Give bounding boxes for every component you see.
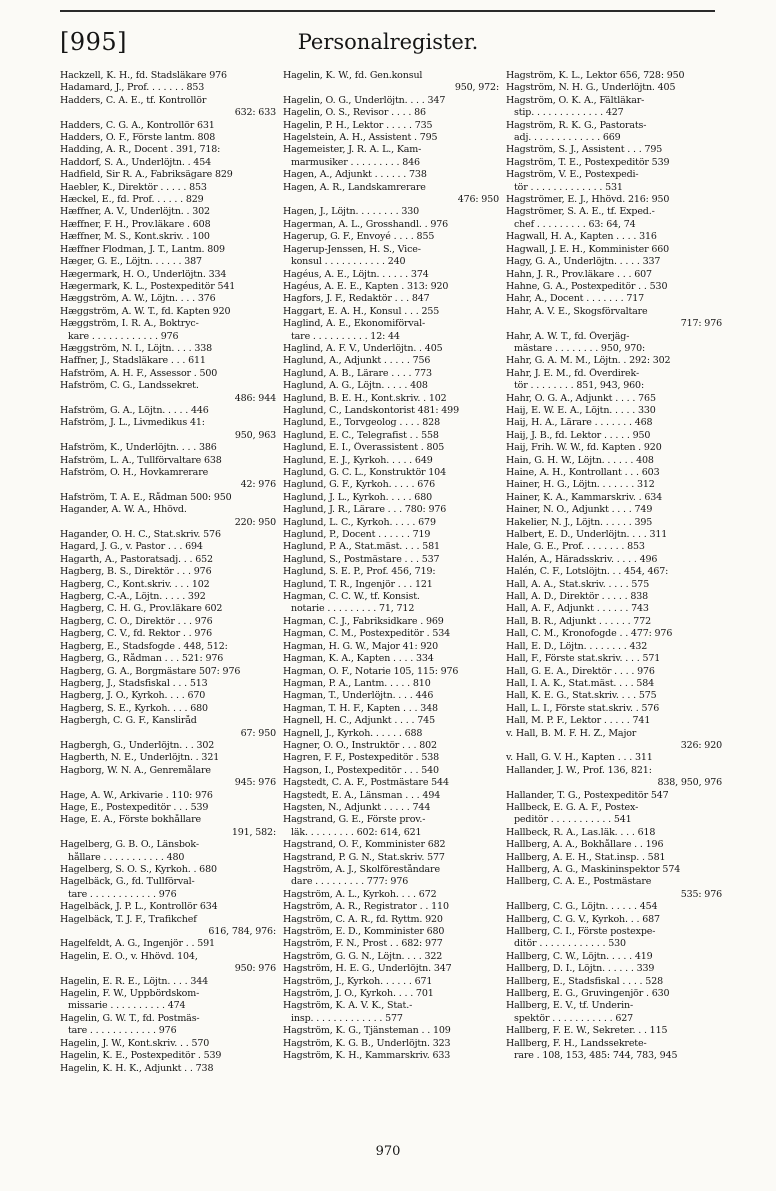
register-entry: Hafström, K., Underlöjtn. . . . 386	[60, 442, 217, 454]
register-entry: Hadders, C. G. A., Kontrollör 631	[60, 119, 215, 131]
register-entry: Hagström, J., Kyrkoh. . . . . . 671	[283, 975, 433, 987]
register-entry: Hall, E. D., Löjtn. . . . . . . . 432	[506, 640, 648, 652]
register-entry: Hæckel, E., fd. Prof. . . . . . 829	[60, 194, 204, 206]
register-entry: Haij, Frih. W. W., fd. Kapten . 920	[506, 442, 662, 454]
register-entry: Hagman, T. H. F., Kapten . . . 348	[283, 702, 438, 714]
register-entry: Haglund, B. E. H., Kont.skriv. . 102	[283, 392, 447, 404]
register-entry: Hagelbäck, J. P. L., Kontrollör 634	[60, 901, 218, 913]
register-entry: Hallberg, A. E. H., Stat.insp. . 581	[506, 851, 666, 863]
register-entry: Hæffner Flodman, J. T., Lantm. 809	[60, 243, 225, 255]
entry-continuation: 326: 920	[680, 739, 722, 751]
register-entry: Haglund, L. C., Kyrkoh. . . . . 679	[283, 516, 436, 528]
register-entry: Hadfield, Sir R. A., Fabriksägare 829	[60, 169, 233, 181]
register-entry: Hallberg, C. W., Löjtn. . . . . 419	[506, 950, 653, 962]
register-entry: adj. . . . . . . . . . . . . 669	[514, 132, 621, 144]
register-entry: Hagströmer, S. A. E., tf. Exped.-	[506, 206, 655, 218]
register-entry: Hagren, F. F., Postexpeditör . 538	[283, 752, 440, 764]
register-entry: Hagström, N. H. G., Underlöjtn. 405	[506, 82, 676, 94]
register-entry: Hall, K. E. G., Stat.skriv. . . . 575	[506, 690, 657, 702]
register-entry: Hallberg, C. G. V., Kyrkoh. . . 687	[506, 913, 660, 925]
register-entry: Hagstrand, O. F., Komminister 682	[283, 839, 446, 851]
header-page-number: [995]	[60, 28, 128, 56]
entry-continuation: 632: 633	[234, 107, 276, 119]
register-entry: Hahr, O. G. A., Adjunkt . . . . 765	[506, 392, 656, 404]
register-entry: Hagberg, C. H. G., Prov.läkare 602	[60, 603, 223, 615]
register-entry: Hall, A. F., Adjunkt . . . . . . 743	[506, 603, 649, 615]
register-entry: konsul . . . . . . . . . . . 240	[291, 256, 406, 268]
register-entry: Haglund, A. B., Lärare . . . . 773	[283, 367, 432, 379]
register-entry: Hagborg, W. N. A., Genremålare	[60, 764, 211, 776]
entry-continuation: 945: 976	[234, 777, 276, 789]
register-entry: Hagy, G. A., Underlöjtn. . . . . 337	[506, 256, 661, 268]
register-entry: Hahr, A. V. E., Skogsförvaltare	[506, 305, 648, 317]
register-entry: Hagström, H. E. G., Underlöjtn. 347	[283, 963, 452, 975]
register-entry: Haij, H. A., Lärare . . . . . . . 468	[506, 417, 653, 429]
register-entry: Hagstrand, P. G. N., Stat.skriv. 577	[283, 851, 445, 863]
register-entry: Hagelin, E. O., v. Hhövd. 104,	[60, 950, 198, 962]
register-entry: Hagström, J. O., Kyrkoh. . . . 701	[283, 988, 434, 1000]
register-entry: Hadding, A. R., Docent . 391, 718:	[60, 144, 221, 156]
register-entry: Hagberth, N. E., Underlöjtn. . 321	[60, 752, 220, 764]
entry-continuation: 191, 582:	[231, 826, 276, 838]
register-entry: Hagfors, J. F., Redaktör . . . 847	[283, 293, 430, 305]
entry-continuation: 67: 950	[240, 727, 276, 739]
register-entry: Hagen, J., Löjtn. . . . . . . . 330	[283, 206, 420, 218]
register-entry: Hagnell, J., Kyrkoh. . . . . . 688	[283, 727, 423, 739]
register-entry: Hagman, C. C. W., tf. Konsist.	[283, 591, 420, 603]
register-entry: Hagströmer, E. J., Hhövd. 216: 950	[506, 194, 670, 206]
register-entry: Hagberg, G. A., Borgmästare 507: 976	[60, 665, 241, 677]
register-entry: Hagberg, G., Rådman . . . 521: 976	[60, 653, 224, 665]
register-entry: läk. . . . . . . . . 602: 614, 621	[291, 826, 422, 838]
register-entry: Hagelin, F. W., Uppbördskom-	[60, 988, 200, 1000]
register-entry: Haebler, K., Direktör . . . . . 853	[60, 181, 207, 193]
register-entry: v. Hall, G. V. H., Kapten . . . 311	[506, 752, 653, 764]
register-entry: Hagman, H. G. W., Major 41: 920	[283, 640, 439, 652]
register-entry: Hagström, C. A. R., fd. Ryttm. 920	[283, 913, 443, 925]
entry-continuation: 950, 972:	[454, 82, 499, 94]
register-column-2	[283, 70, 499, 1122]
register-entry: Hafström, C. G., Landssekret.	[60, 380, 199, 392]
register-entry: Hallberg, A. A., Bokhållare . . 196	[506, 839, 664, 851]
register-entry: Haglund, E. I., Överassistent . 805	[283, 442, 445, 454]
register-entry: Hagelfeldt, A. G., Ingenjör . . 591	[60, 938, 215, 950]
register-entry: Hallbeck, E. G. A. F., Postex-	[506, 801, 639, 813]
register-entry: Haij, J. B., fd. Lektor . . . . . 950	[506, 429, 651, 441]
register-entry: Halén, A., Häradsskriv. . . . . 496	[506, 553, 658, 565]
register-entry: Hallander, T. G., Postexpeditör 547	[506, 789, 669, 801]
register-entry: Hallberg, E., Stadsfiskal . . . . 528	[506, 975, 663, 987]
register-entry: Hain, G. H. W., Löjtn. . . . . . 408	[506, 454, 654, 466]
register-entry: Hagard, J. G., v. Pastor . . . 694	[60, 541, 203, 553]
register-entry: Hahne, G. A., Postexpeditör . . 530	[506, 280, 668, 292]
register-entry: Hagelin, O. G., Underlöjtn. . . . 347	[283, 94, 446, 106]
register-column-3	[506, 70, 722, 1122]
register-entry: Hæffner, A. V., Underlöjtn. . 302	[60, 206, 210, 218]
page-title: Personalregister.	[297, 30, 479, 54]
register-entry: rare . 108, 153, 485: 744, 783, 945	[514, 1050, 678, 1062]
register-entry: Hagelin, K. W., fd. Gen.konsul	[283, 70, 423, 81]
register-entry: Hagström, R. K. G., Pastorats-	[506, 119, 647, 131]
entry-continuation: 717: 976	[680, 318, 722, 330]
register-entry: Hagström, K. A. V. K., Stat.-	[283, 1000, 413, 1012]
register-entry: Hallberg, C. A. E., Postmästare	[506, 876, 652, 888]
register-entry: kare . . . . . . . . . . . . 976	[68, 330, 179, 342]
register-entry: Hagstedt, C. A. F., Postmästare 544	[283, 777, 449, 789]
register-entry: Hagbergh, C. G. F., Kansliråd	[60, 715, 197, 727]
register-entry: Haglund, A., Adjunkt . . . . . 756	[283, 355, 431, 367]
register-entry: Hagman, C. M., Postexpeditör . 534	[283, 628, 451, 640]
register-entry: Hahr, J. E. M., fd. Överdirek-	[506, 367, 640, 379]
register-entry: Hagström, A. R., Registrator . . 110	[283, 901, 449, 913]
register-entry: Haglund, A. G., Löjtn. . . . . 408	[283, 380, 428, 392]
register-entry: Hackzell, K. H., fd. Stadsläkare 976	[60, 70, 227, 81]
register-entry: marmusiker . . . . . . . . . 846	[291, 156, 420, 168]
register-entry: Hadders, O. F., Förste lantm. 808	[60, 132, 216, 144]
register-entry: Hagberg, C. O., Direktör . . . 976	[60, 615, 213, 627]
register-entry: Hagéus, A. E. E., Kapten . 313: 920	[283, 280, 449, 292]
register-entry: Hagwall, J. E. H., Komminister 660	[506, 243, 670, 255]
register-entry: Hadamard, J., Prof. . . . . . . 853	[60, 82, 205, 94]
register-entry: Hafström, O. H., Hovkamrerare	[60, 467, 209, 478]
register-entry: Haddorf, S. A., Underlöjtn. . 454	[60, 156, 211, 168]
footer-page-number: 970	[375, 1144, 401, 1159]
register-entry: Hagström, T. E., Postexpeditör 539	[506, 156, 670, 168]
register-entry: Hahr, G. A. M. M., Löjtn. . 292: 302	[506, 355, 671, 367]
register-entry: Hagander, O. H. C., Stat.skriv. 576	[60, 529, 221, 541]
register-entry: Hagström, K. G., Tjänsteman . . 109	[283, 1025, 451, 1037]
register-entry: Halbert, E. D., Underlöjtn. . . . 311	[506, 529, 668, 541]
register-entry: Hagelberg, S. O. S., Kyrkoh. . 680	[60, 864, 217, 875]
register-entry: Hagwall, H. A., Kapten . . . . 316	[506, 231, 657, 243]
register-entry: Haglind, A. E., Ekonomiförval-	[283, 318, 426, 330]
register-entry: Hallberg, E. G., Gruvingenjör . 630	[506, 988, 670, 1000]
register-entry: Hagson, I., Postexpeditör . . . 540	[283, 764, 439, 776]
register-entry: Hafström, T. A. E., Rådman 500: 950	[60, 491, 232, 503]
register-entry: Hagman, T., Underlöjtn. . . . 446	[283, 690, 434, 702]
register-entry: missarie . . . . . . . . . . 474	[68, 1000, 186, 1012]
register-entry: Hæggström, A. W., Löjtn. . . . 376	[60, 293, 216, 305]
register-entry: Haglund, G. C. L., Konstruktör 104	[283, 467, 446, 478]
register-entry: Hallberg, F. E. W., Sekreter. . . 115	[506, 1025, 668, 1037]
register-entry: Hahn, J. R., Prov.läkare . . . 607	[506, 268, 652, 280]
register-entry: chef . . . . . . . . . 63: 64, 74	[514, 218, 636, 230]
register-entry: ditör . . . . . . . . . . . . 530	[514, 938, 626, 950]
entry-continuation: 616, 784, 976:	[208, 926, 276, 938]
register-entry: Hall, F., Förste stat.skriv. . . . 571	[506, 653, 661, 665]
register-entry: Hagstrand, G. E., Förste prov.-	[283, 814, 426, 826]
register-entry: Haij, E. W. E. A., Löjtn. . . . . 330	[506, 404, 656, 416]
entry-continuation: 950: 976	[234, 963, 276, 975]
register-entry: Hall, M. P. F., Lektor . . . . . 741	[506, 715, 651, 727]
register-entry: Hagerup, G. F., Envoyé . . . . 855	[283, 231, 435, 243]
register-entry: Haggart, E. A. H., Konsul . . . 255	[283, 305, 440, 317]
register-entry: Hallbeck, R. A., Las.läk. . . . 618	[506, 826, 656, 838]
register-entry: Hagström, G. G. N., Löjtn. . . . 322	[283, 950, 443, 962]
register-entry: Hæger, G. E., Löjtn. . . . . . 387	[60, 256, 202, 268]
register-entry: spektör . . . . . . . . . . . 627	[514, 1012, 634, 1024]
register-entry: Haglund, T. R., Ingenjör . . . 121	[283, 578, 433, 590]
register-entry: Hagsten, N., Adjunkt . . . . . 744	[283, 801, 431, 813]
register-entry: Hallberg, A. G., Maskininspektor 574	[506, 864, 681, 875]
register-entry: Hæffner, M. S., Kont.skriv. . 100	[60, 231, 210, 243]
register-entry: Hagberg, C.-A., Löjtn. . . . . 392	[60, 591, 206, 603]
register-entry: Hallberg, C. G., Löjtn. . . . . . 454	[506, 901, 658, 913]
register-entry: Hagman, C. J., Fabriksidkare . 969	[283, 615, 444, 627]
register-entry: Hagander, A. W. A., Hhövd.	[60, 504, 187, 516]
register-entry: Hagelin, E. R. E., Löjtn. . . . 344	[60, 975, 208, 987]
register-entry: Hagberg, C. V., fd. Rektor . . 976	[60, 628, 213, 640]
entry-continuation: 535: 976	[680, 888, 722, 900]
register-entry: Hallberg, C. I., Förste postexpe-	[506, 926, 656, 938]
entry-continuation: 950, 963	[234, 429, 276, 441]
register-entry: Hagberg, J., Stadsfiskal . . . 513	[60, 677, 208, 689]
register-entry: Hafström, J. L., Livmedikus 41:	[60, 417, 205, 429]
register-entry: Hægermark, H. O., Underlöjtn. 334	[60, 268, 227, 280]
register-entry: Hægermark, K. L., Postexpeditör 541	[60, 280, 236, 292]
register-entry: Hagstedt, E. A., Länsman . . . 494	[283, 789, 441, 801]
register-entry: Hagner, O. O., Instruktör . . . 802	[283, 739, 437, 751]
register-entry: Hafström, L. A., Tullförvaltare 638	[60, 454, 222, 466]
register-entry: Hagelin, K. H. K., Adjunkt . . 738	[60, 1062, 214, 1074]
register-entry: Hæggström, N. I., Löjtn. . . . 338	[60, 342, 213, 354]
register-entry: Haglund, E. C., Telegrafist . . 558	[283, 429, 439, 441]
register-entry: Hagström, F. N., Prost . . 682: 977	[283, 938, 443, 950]
register-entry: Hagström, E. D., Komminister 680	[283, 926, 445, 938]
register-entry: Hallberg, E. V., tf. Underin-	[506, 1000, 634, 1012]
register-entry: Hage, E. A., Förste bokhållare	[60, 814, 201, 826]
register-entry: Hainer, K. A., Kammarskriv. . 634	[506, 491, 663, 503]
register-entry: Hagman, P. A., Lantm. . . . . 810	[283, 677, 431, 689]
register-entry: Hage, E., Postexpeditör . . . 539	[60, 801, 209, 813]
register-entry: tare . . . . . . . . . . . . 976	[68, 1025, 177, 1037]
register-entry: hållare . . . . . . . . . . . 480	[68, 851, 185, 863]
register-entry: Haine, A. H., Kontrollant . . . 603	[506, 467, 660, 478]
register-entry: Hagberg, J. O., Kyrkoh. . . . 670	[60, 690, 206, 702]
register-entry: Hagelbäck, T. J. F., Trafikchef	[60, 913, 197, 925]
register-entry: Haglund, P. A., Stat.mäst. . . . 581	[283, 541, 440, 553]
register-entry: Hafström, A. H. F., Assessor . 500	[60, 367, 218, 379]
register-entry: notarie . . . . . . . . . 71, 712	[291, 603, 415, 615]
register-entry: insp. . . . . . . . . . . . . 577	[291, 1012, 403, 1024]
register-entry: Haglund, G. F., Kyrkoh. . . . . 676	[283, 479, 435, 491]
register-entry: Hagström, S. J., Assistent . . . 795	[506, 144, 663, 156]
register-entry: Hæggström, A. W. T., fd. Kapten 920	[60, 305, 231, 317]
register-entry: Hagerman, A. L., Grosshandl. . 976	[283, 218, 449, 230]
register-entry: Hall, B. R., Adjunkt . . . . . . 772	[506, 615, 651, 627]
register-entry: Hallander, J. W., Prof. 136, 821:	[506, 764, 652, 776]
register-entry: Haglund, J. R., Lärare . . . 780: 976	[283, 504, 447, 516]
register-entry: Hagbergh, G., Underlöjtn. . . 302	[60, 739, 215, 751]
register-entry: Hainer, H. G., Löjtn. . . . . . . 312	[506, 479, 655, 491]
register-entry: Hagberg, E., Stadsfogde . 448, 512:	[60, 640, 228, 652]
register-entry: Hagberg, C., Kont.skriv. . . . 102	[60, 578, 210, 590]
register-entry: Haglind, A. F. V., Underlöjtn. . 405	[283, 342, 443, 354]
register-entry: Hainer, N. O., Adjunkt . . . . 749	[506, 504, 653, 516]
register-entry: Hadders, C. A. E., tf. Kontrollör	[60, 94, 207, 106]
register-entry: Hahr, A., Docent . . . . . . . 717	[506, 293, 645, 305]
register-entry: Hagberg, S. E., Kyrkoh. . . . 680	[60, 702, 208, 714]
register-entry: tare . . . . . . . . . . . . 976	[68, 888, 177, 900]
entry-continuation: 220: 950	[234, 516, 276, 528]
register-entry: Hagerup-Jenssen, H. S., Vice-	[283, 243, 421, 255]
register-column-1	[60, 70, 276, 1122]
register-entry: Haglund, J. L., Kyrkoh. . . . . 680	[283, 491, 432, 503]
entry-continuation: 838, 950, 976	[657, 777, 722, 789]
register-entry: Hagström, O. K. A., Fältläkar-	[506, 94, 645, 106]
register-entry: Hagström, K. H., Kammarskriv. 633	[283, 1050, 451, 1062]
register-entry: Hæffner, F. H., Prov.läkare . 608	[60, 218, 211, 230]
register-entry: tör . . . . . . . . . . . . . 531	[514, 181, 623, 193]
register-entry: Haglund, E., Torvgeolog . . . . 828	[283, 417, 440, 429]
register-columns	[60, 70, 722, 1122]
register-entry: Haglund, S. E. P., Prof. 456, 719:	[283, 566, 436, 578]
register-entry: Hagberg, B. S., Direktör . . . 976	[60, 566, 212, 578]
register-entry: stip. . . . . . . . . . . . . 427	[514, 107, 624, 119]
register-entry: Hall, A. D., Direktör . . . . . 838	[506, 591, 649, 603]
register-entry: Hagen, A. R., Landskamrerare	[283, 181, 426, 193]
register-entry: peditör . . . . . . . . . . . 541	[514, 814, 632, 826]
register-entry: Hagemeister, J. R. A. L., Kam-	[283, 144, 422, 156]
register-entry: Hagman, K. A., Kapten . . . . 334	[283, 653, 434, 665]
register-entry: Hagelin, G. W. T., fd. Postmäs-	[60, 1012, 200, 1024]
register-entry: Hage, A. W., Arkivarie . 110: 976	[60, 789, 213, 801]
register-entry: Hagnell, H. C., Adjunkt . . . . 745	[283, 715, 435, 727]
entry-continuation: 42: 976	[240, 479, 276, 491]
header-rule	[60, 10, 715, 12]
register-entry: Hagelbäck, G., fd. Tullförval-	[60, 876, 195, 888]
register-entry: Hall, A. A., Stat.skriv. . . . . 575	[506, 578, 650, 590]
register-entry: Hall, I. A. K., Stat.mäst. . . . 584	[506, 677, 654, 689]
register-entry: Haglund, P., Docent . . . . . . 719	[283, 529, 431, 541]
register-entry: v. Hall, B. M. F. H. Z., Major	[506, 727, 637, 739]
register-entry: Haffner, J., Stadsläkare . . . 611	[60, 355, 206, 367]
register-entry: Hallberg, F. H., Landssekrete-	[506, 1037, 647, 1049]
register-entry: Haglund, C., Landskontorist 481: 499	[283, 404, 459, 416]
register-entry: Hakelier, N. J., Löjtn. . . . . . 395	[506, 516, 653, 528]
register-entry: Hallberg, D. I., Löjtn. . . . . . 339	[506, 963, 655, 975]
register-entry: Hagström, K. L., Lektor 656, 728: 950	[506, 70, 685, 81]
register-entry: Hagelin, J. W., Kont.skriv. . . 570	[60, 1037, 210, 1049]
register-entry: Hagman, O. F., Notarie 105, 115: 976	[283, 665, 459, 677]
register-entry: Hall, G. E. A., Direktör . . . . 976	[506, 665, 655, 677]
register-entry: Hagström, A. L., Kyrkoh. . . . 672	[283, 888, 437, 900]
register-entry: Hæggström, I. R. A., Boktryc-	[60, 318, 199, 330]
register-entry: tare . . . . . . . . . . 12: 44	[291, 330, 400, 342]
register-entry: Hagelin, K. E., Postexpeditör . 539	[60, 1050, 222, 1062]
register-entry: Hall, L. I., Förste stat.skriv. . 576	[506, 702, 660, 714]
register-entry: Hagström, A. J., Skolföreståndare	[283, 864, 440, 875]
register-entry: dare . . . . . . . . . 777: 976	[291, 876, 409, 888]
register-entry: Haglund, S., Postmästare . . . 537	[283, 553, 440, 565]
register-entry: Haglund, E. J., Kyrkoh. . . . . 649	[283, 454, 433, 466]
register-entry: Hall, C. M., Kronofogde . . 477: 976	[506, 628, 673, 640]
register-entry: Hagelberg, G. B. O., Länsbok-	[60, 839, 199, 851]
register-entry: Hagström, K. G. B., Underlöjtn. 323	[283, 1037, 451, 1049]
register-entry: Hafström, G. A., Löjtn. . . . . 446	[60, 404, 209, 416]
register-entry: Halén, C. F., Lotslöjtn. . . 454, 467:	[506, 566, 669, 578]
register-entry: Hale, G. E., Prof. . . . . . . . 853	[506, 541, 645, 553]
register-entry: Hagen, A., Adjunkt . . . . . . 738	[283, 169, 427, 181]
register-entry: mästare . . . . . . . . 950, 970:	[514, 342, 646, 354]
entry-continuation: 476: 950	[457, 194, 499, 206]
register-entry: tör . . . . . . . . 851, 943, 960:	[514, 380, 644, 392]
register-entry: Hagelin, O. S., Revisor . . . . 86	[283, 107, 426, 119]
register-entry: Hagelin, P. H., Lektor . . . . . 735	[283, 119, 433, 131]
entry-continuation: 486: 944	[234, 392, 276, 404]
register-entry: Hagström, V. E., Postexpedi-	[506, 169, 639, 181]
register-entry: Hagéus, A. E., Löjtn. . . . . . 374	[283, 268, 429, 280]
register-entry: Hahr, A. W. T., fd. Överjäg-	[506, 330, 630, 342]
register-entry: Hagarth, A., Pastoratsadj. . . 652	[60, 553, 213, 565]
register-entry: Hagelstein, A. H., Assistent . 795	[283, 132, 438, 144]
